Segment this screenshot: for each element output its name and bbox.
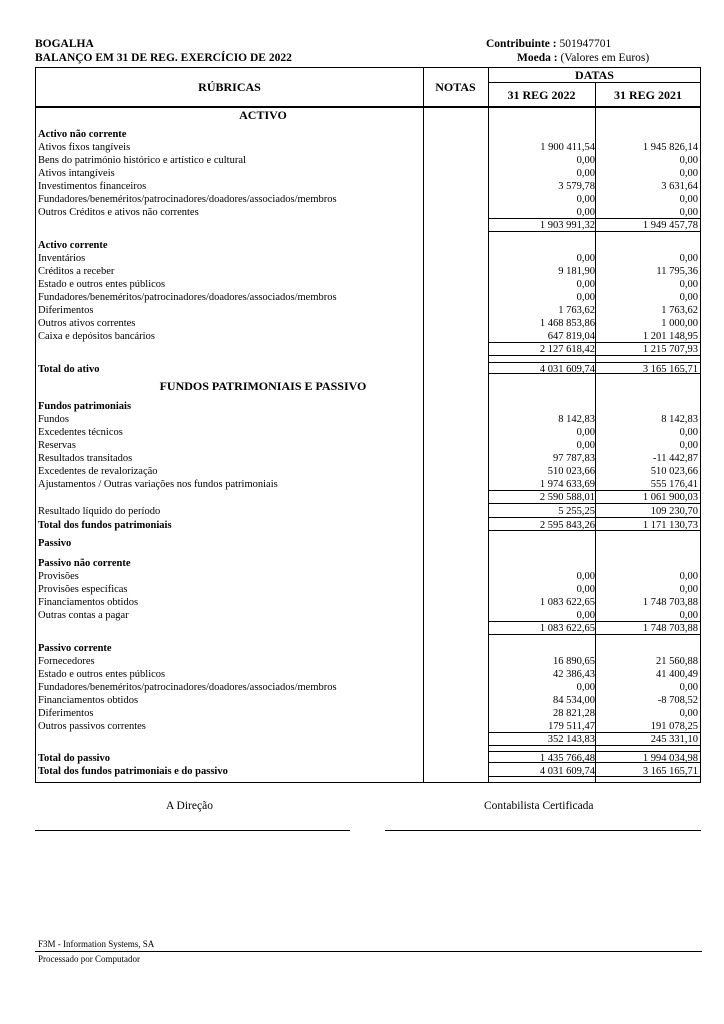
- row-value-2021: 191 078,25: [650, 721, 698, 732]
- table-row: [38, 141, 698, 154]
- row-value-2021: 0,00: [679, 708, 698, 719]
- row-label: Financiamentos obtidos: [38, 695, 139, 706]
- row-value-2021: 1 748 703,88: [642, 597, 698, 608]
- row-label: Fundos patrimoniais: [38, 401, 132, 412]
- row-value-2022: 0,00: [576, 292, 595, 303]
- table-row: [38, 363, 698, 376]
- table-row: [38, 317, 698, 330]
- row-value-2022: 1 900 411,54: [540, 142, 595, 153]
- row-value-2021: 0,00: [679, 427, 698, 438]
- row-value-2022: 1 974 633,69: [539, 479, 595, 490]
- table-row: [38, 694, 698, 707]
- row-label: Inventários: [38, 253, 86, 264]
- row-value-2022: 3 579,78: [558, 181, 595, 192]
- row-value-2021: 1 945 826,14: [642, 142, 698, 153]
- row-value-2021: 555 176,41: [650, 479, 698, 490]
- row-value-2022: 1 763,62: [558, 305, 595, 316]
- row-label: Passivo não corrente: [38, 558, 131, 569]
- row-label: Total dos fundos patrimoniais: [38, 520, 172, 531]
- row-label: Financiamentos obtidos: [38, 597, 139, 608]
- table-row: [38, 252, 698, 265]
- subtotal-rule: [488, 776, 700, 777]
- table-row: [38, 452, 698, 465]
- row-value-2021: 3 631,64: [661, 181, 698, 192]
- row-label: Investimentos financeiros: [38, 181, 147, 192]
- signature-contabilista-label: Contabilista Certificada: [484, 800, 594, 812]
- footer-company: F3M - Information Systems, SA: [38, 939, 155, 949]
- currency-value: (Valores em Euros): [560, 52, 650, 64]
- row-label: Passivo corrente: [38, 643, 112, 654]
- row-label: Excedentes técnicos: [38, 427, 123, 438]
- row-value-2021: 1 201 148,95: [642, 331, 698, 342]
- row-label: Resultados transitados: [38, 453, 133, 464]
- table-row: [38, 752, 698, 765]
- row-value-2021: 0,00: [679, 194, 698, 205]
- table-row: [38, 557, 698, 570]
- row-label: Fundadores/beneméritos/patrocinadores/doadores/associados/membros: [38, 682, 337, 693]
- row-value-2021: 0,00: [679, 207, 698, 218]
- subtotal-rule: [488, 503, 700, 504]
- row-value-2021: -8 708,52: [657, 695, 698, 706]
- table-row: [38, 465, 698, 478]
- row-value-2021: 0,00: [679, 571, 698, 582]
- taxpayer-value: 501947701: [559, 38, 612, 50]
- row-value-2022: 28 821,28: [553, 708, 595, 719]
- row-label: Outras contas a pagar: [38, 610, 129, 621]
- row-value-2022: 1 903 991,32: [539, 220, 595, 231]
- table-row: [38, 642, 698, 655]
- signature-direcao-label: A Direção: [166, 800, 213, 812]
- subtotal-rule: [488, 355, 700, 356]
- row-value-2022: 1 468 853,86: [539, 318, 595, 329]
- subtotal-rule: [488, 621, 700, 622]
- row-value-2022: 0,00: [576, 168, 595, 179]
- row-label: Estado e outros entes públicos: [38, 279, 166, 290]
- row-value-2022: 2 127 618,42: [539, 344, 595, 355]
- subtotal-rule: [488, 745, 700, 746]
- row-value-2021: 0,00: [679, 292, 698, 303]
- row-label: Provisões: [38, 571, 79, 582]
- subtotal-rule: [488, 732, 700, 733]
- currency-line: [517, 51, 649, 65]
- row-label: Fundos: [38, 414, 69, 425]
- section-activo: ACTIVO: [239, 108, 287, 122]
- row-label: Fornecedores: [38, 656, 95, 667]
- table-row: [38, 128, 698, 141]
- subtotal-rule: [488, 634, 700, 635]
- row-value-2022: 2 595 843,26: [539, 520, 595, 531]
- row-value-2022: 0,00: [576, 253, 595, 264]
- subtotal-rule: [488, 231, 700, 232]
- col-year-2022: 31 REG 2022: [507, 88, 576, 102]
- signature-line-left: [35, 830, 350, 831]
- row-label: Passivo: [38, 538, 72, 549]
- row-value-2022: 0,00: [576, 571, 595, 582]
- row-value-2021: -11 442,87: [652, 453, 698, 464]
- row-value-2021: 11 795,36: [656, 266, 698, 277]
- row-value-2021: 1 000,00: [661, 318, 698, 329]
- row-value-2021: 510 023,66: [650, 466, 698, 477]
- row-value-2021: 1 748 703,88: [642, 623, 698, 634]
- col-year-2021: 31 REG 2021: [613, 88, 682, 102]
- row-value-2022: 0,00: [576, 207, 595, 218]
- row-value-2021: 0,00: [679, 440, 698, 451]
- row-value-2021: 1 949 457,78: [642, 220, 698, 231]
- section-fundos-passivo: FUNDOS PATRIMONIAIS E PASSIVO: [159, 379, 367, 393]
- subtotal-rule: [488, 530, 700, 531]
- taxpayer-line: [486, 37, 611, 51]
- row-label: Fundadores/beneméritos/patrocinadores/doadores/associados/membros: [38, 194, 337, 205]
- row-value-2021: 1 061 900,03: [642, 492, 698, 503]
- row-value-2022: 4 031 609,74: [539, 766, 595, 777]
- subtotal-rule: [488, 517, 700, 518]
- table-row: [38, 193, 698, 206]
- table-row: [38, 707, 698, 720]
- row-value-2021: 1 171 130,73: [642, 520, 698, 531]
- row-value-2022: 1 083 622,65: [539, 623, 595, 634]
- row-label: Outros Créditos e ativos não correntes: [38, 207, 199, 218]
- row-value-2021: 0,00: [679, 253, 698, 264]
- footer-rule: [35, 951, 702, 952]
- row-label: Activo não corrente: [38, 129, 127, 140]
- row-label: Estado e outros entes públicos: [38, 669, 166, 680]
- row-value-2022: 0,00: [576, 584, 595, 595]
- row-value-2022: 0,00: [576, 610, 595, 621]
- row-value-2022: 2 590 588,01: [539, 492, 595, 503]
- row-value-2021: 0,00: [679, 279, 698, 290]
- row-value-2021: 0,00: [679, 682, 698, 693]
- footer-processed: Processado por Computador: [38, 954, 140, 964]
- table-row: [38, 681, 698, 694]
- row-label: Provisões específicas: [38, 584, 128, 595]
- table-row: [38, 400, 698, 413]
- row-value-2022: 42 386,43: [553, 669, 595, 680]
- table-row: [38, 668, 698, 681]
- table-row: [38, 278, 698, 291]
- row-value-2021: 0,00: [679, 610, 698, 621]
- subtotal-rule: [488, 490, 700, 491]
- row-value-2022: 84 534,00: [553, 695, 595, 706]
- row-label: Diferimentos: [38, 708, 94, 719]
- subtotal-rule: [488, 762, 700, 763]
- row-value-2022: 1 083 622,65: [539, 597, 595, 608]
- table-row: [38, 265, 698, 278]
- signature-line-right: [385, 830, 701, 831]
- table-row: [38, 239, 698, 252]
- balance-sheet-table: [35, 67, 701, 783]
- table-row: [38, 304, 698, 317]
- table-row: [38, 439, 698, 452]
- col-notas: NOTAS: [435, 80, 476, 94]
- report-title: BALANÇO EM 31 DE REG. EXERCÍCIO DE 2022: [35, 52, 292, 64]
- row-value-2022: 9 181,90: [558, 266, 595, 277]
- row-label: Total do ativo: [38, 364, 100, 375]
- row-value-2022: 4 031 609,74: [539, 364, 595, 375]
- row-value-2022: 179 511,47: [548, 721, 595, 732]
- row-label: Caixa e depósitos bancários: [38, 331, 155, 342]
- subtotal-rule: [488, 373, 700, 374]
- row-value-2022: 647 819,04: [547, 331, 595, 342]
- table-row: [38, 655, 698, 668]
- table-row: [38, 167, 698, 180]
- row-label: Resultado líquido do período: [38, 506, 161, 517]
- row-label: Ativos intangíveis: [38, 168, 115, 179]
- row-value-2022: 0,00: [576, 427, 595, 438]
- table-row: [38, 180, 698, 193]
- subtotal-rule: [488, 362, 700, 363]
- row-label: Bens do património histórico e artístico e cultural: [38, 155, 246, 166]
- row-label: Total dos fundos patrimoniais e do passivo: [38, 766, 228, 777]
- row-value-2021: 8 142,83: [661, 414, 698, 425]
- row-value-2021: 3 165 165,71: [642, 766, 698, 777]
- row-value-2021: 0,00: [679, 155, 698, 166]
- row-value-2022: 8 142,83: [558, 414, 595, 425]
- row-label: Excedentes de revalorização: [38, 466, 158, 477]
- row-value-2021: 41 400,49: [656, 669, 698, 680]
- row-value-2021: 245 331,10: [650, 734, 698, 745]
- currency-label: Moeda :: [517, 52, 558, 64]
- row-label: Ativos fixos tangíveis: [38, 142, 131, 153]
- col-rubricas: RÚBRICAS: [198, 80, 261, 94]
- row-value-2022: 1 435 766,48: [539, 753, 595, 764]
- row-value-2021: 109 230,70: [650, 506, 698, 517]
- row-value-2022: 0,00: [576, 682, 595, 693]
- row-label: Activo corrente: [38, 240, 108, 251]
- table-row: [38, 570, 698, 583]
- table-row: [38, 426, 698, 439]
- row-value-2021: 0,00: [679, 584, 698, 595]
- row-value-2022: 0,00: [576, 194, 595, 205]
- subtotal-rule: [488, 218, 700, 219]
- row-value-2022: 510 023,66: [547, 466, 595, 477]
- row-value-2021: 3 165 165,71: [642, 364, 698, 375]
- row-label: Total do passivo: [38, 753, 110, 764]
- subtotal-rule: [488, 751, 700, 752]
- table-row: [38, 413, 698, 426]
- row-label: Fundadores/beneméritos/patrocinadores/doadores/associados/membros: [38, 292, 337, 303]
- row-value-2021: 1 994 034,98: [642, 753, 698, 764]
- table-row: [38, 291, 698, 304]
- row-value-2021: 0,00: [679, 168, 698, 179]
- table-row: [38, 154, 698, 167]
- row-label: Reservas: [38, 440, 76, 451]
- row-label: Ajustamentos / Outras variações nos fundos patrimoniais: [38, 479, 278, 490]
- row-label: Outros ativos correntes: [38, 318, 136, 329]
- subtotal-rule: [488, 342, 700, 343]
- table-row: [38, 537, 698, 550]
- row-value-2021: 1 215 707,93: [642, 344, 698, 355]
- row-value-2021: 1 763,62: [661, 305, 698, 316]
- row-value-2022: 0,00: [576, 279, 595, 290]
- row-label: Outros passivos correntes: [38, 721, 146, 732]
- taxpayer-label: Contribuinte :: [486, 38, 557, 50]
- row-value-2022: 16 890,65: [553, 656, 595, 667]
- row-label: Créditos a receber: [38, 266, 115, 277]
- col-datas: DATAS: [575, 68, 614, 82]
- row-value-2022: 0,00: [576, 155, 595, 166]
- table-row: [38, 583, 698, 596]
- row-value-2022: 352 143,83: [547, 734, 595, 745]
- entity-name: BOGALHA: [35, 38, 94, 50]
- row-label: Diferimentos: [38, 305, 94, 316]
- row-value-2021: 21 560,88: [656, 656, 698, 667]
- table-row: [38, 596, 698, 609]
- row-value-2022: 97 787,83: [553, 453, 595, 464]
- row-value-2022: 0,00: [576, 440, 595, 451]
- row-value-2022: 5 255,25: [558, 506, 595, 517]
